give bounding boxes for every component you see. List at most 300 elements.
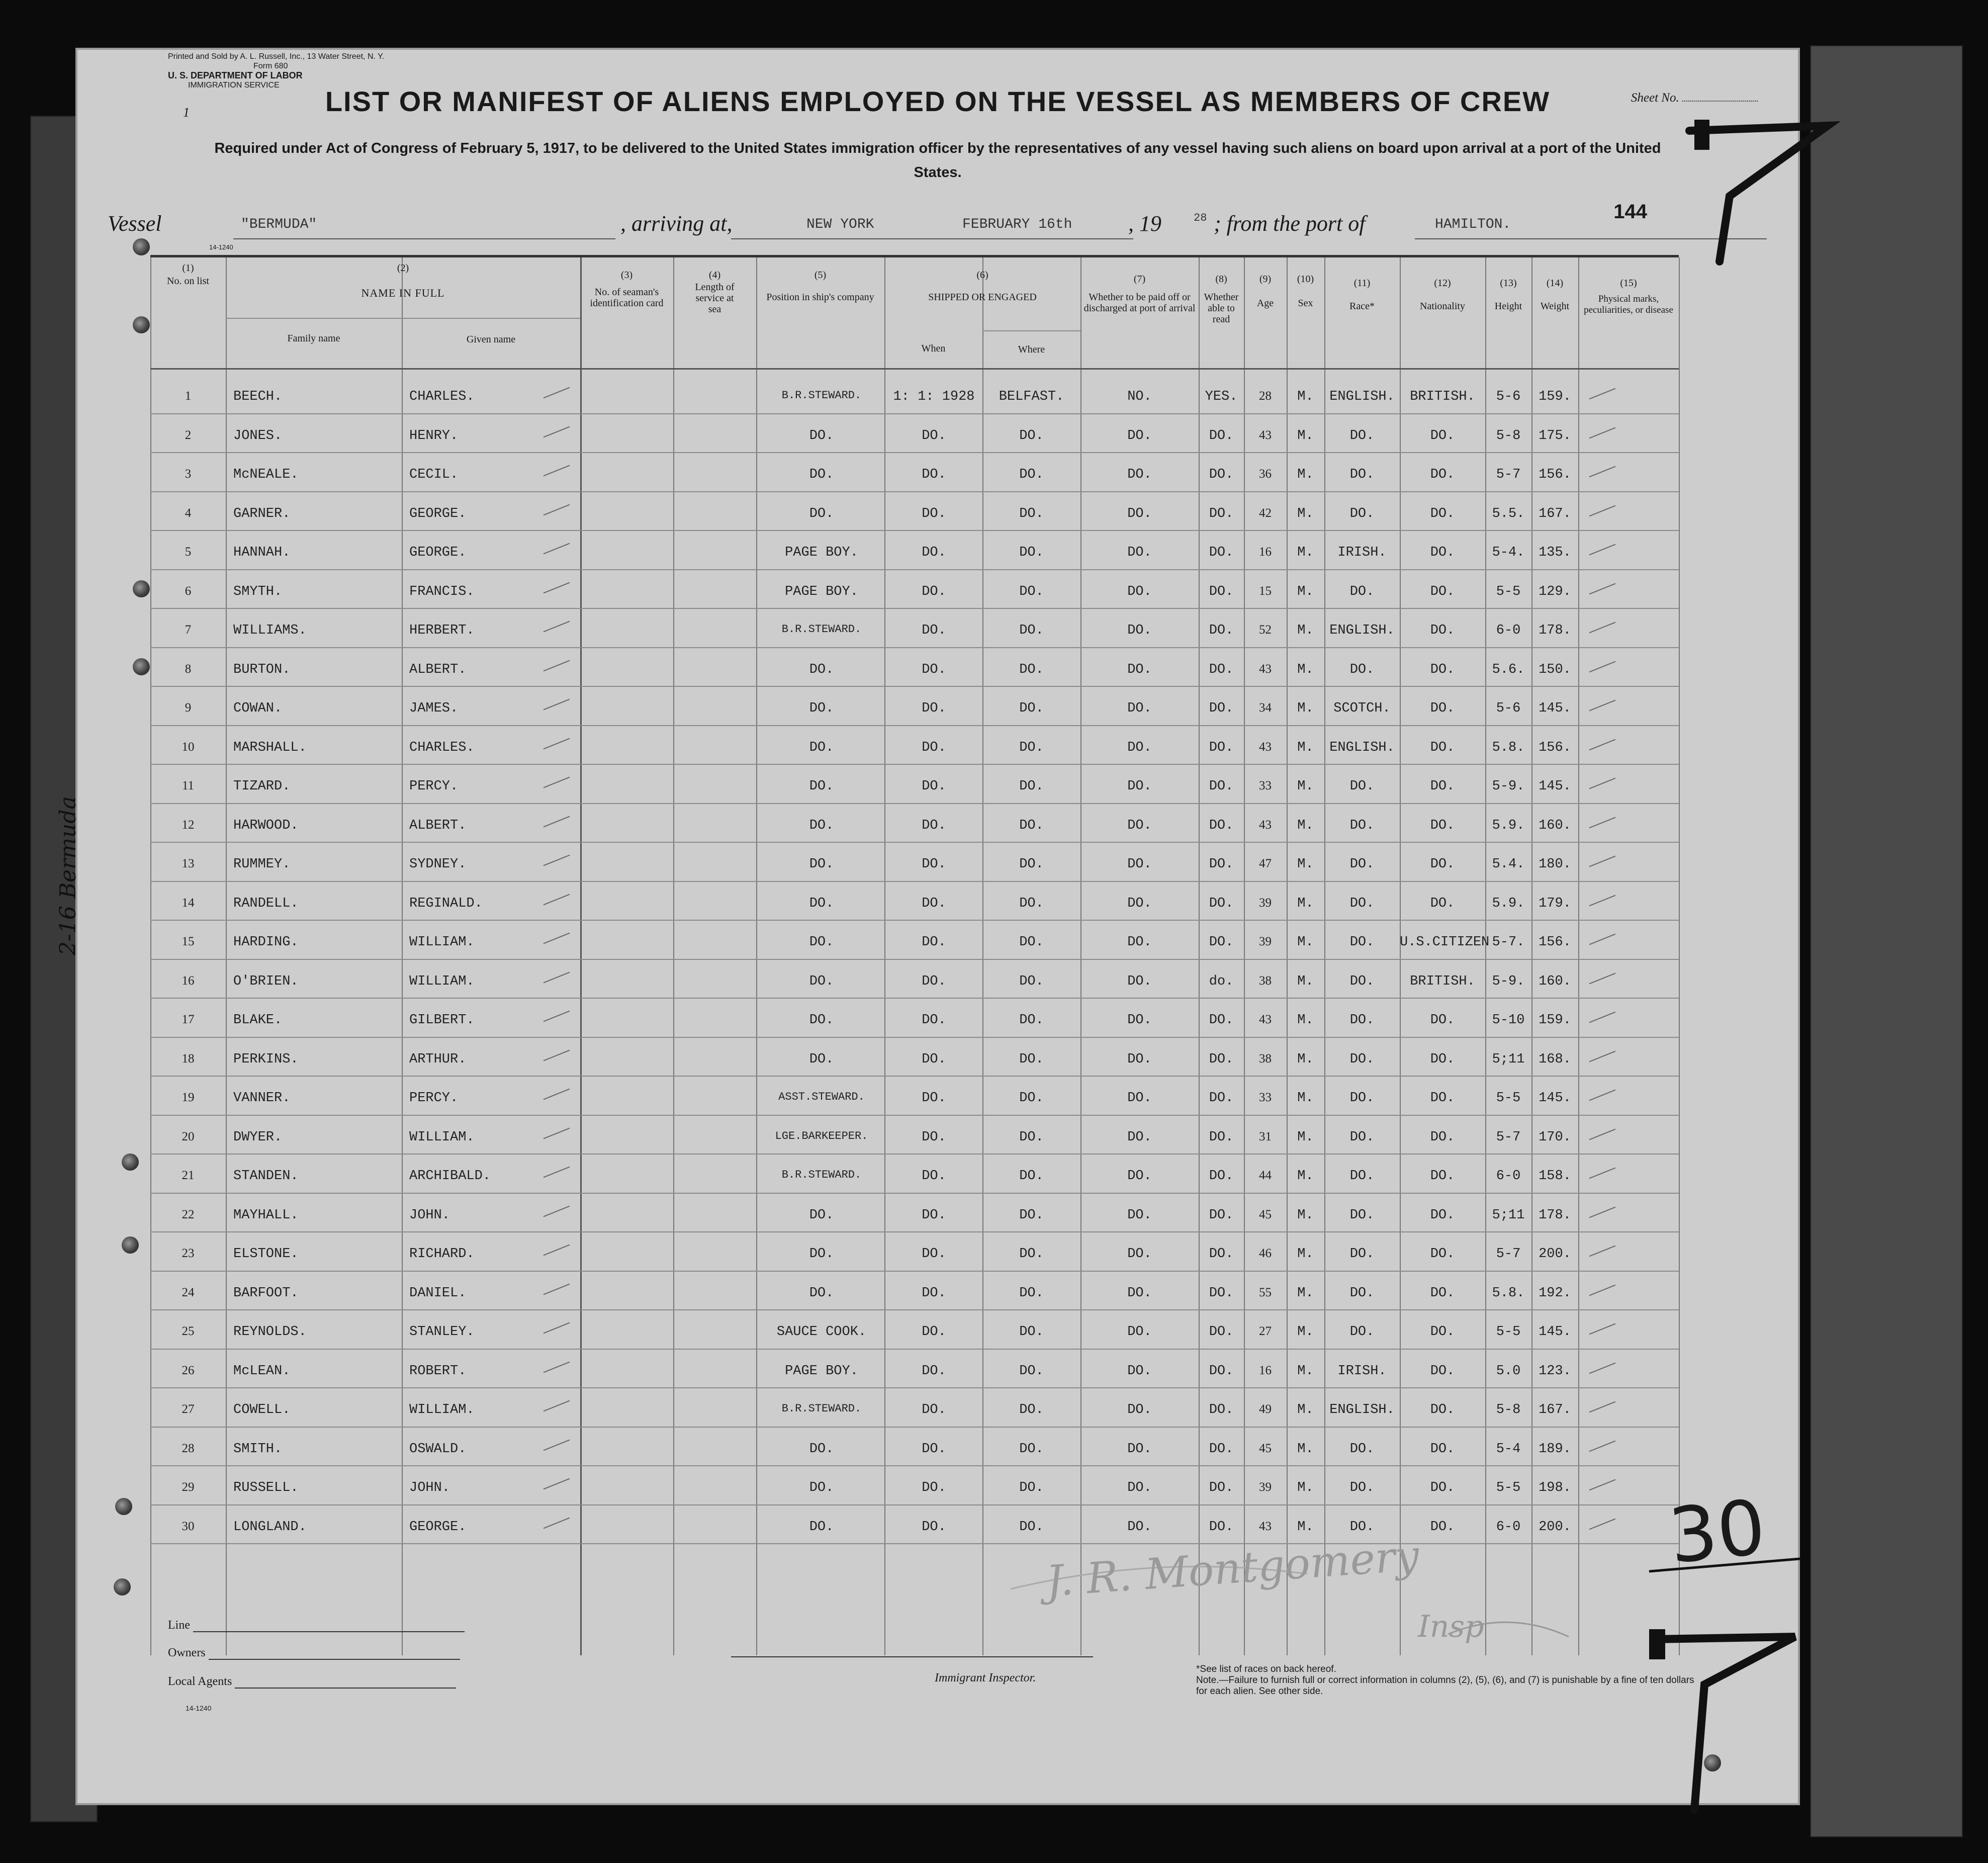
given-name: JAMES. bbox=[409, 701, 459, 716]
position: DO. bbox=[809, 1480, 834, 1495]
race: ENGLISH. bbox=[1329, 389, 1395, 404]
position: DO. bbox=[809, 896, 834, 911]
nationality: DO. bbox=[1430, 1402, 1455, 1417]
given-name: DANIEL. bbox=[409, 1285, 467, 1301]
race: DO. bbox=[1349, 1480, 1375, 1495]
given-name: GILBERT. bbox=[409, 1013, 475, 1028]
position: DO. bbox=[809, 973, 834, 989]
race: DO. bbox=[1349, 662, 1375, 677]
position: SAUCE COOK. bbox=[776, 1324, 867, 1340]
shipped-when: DO. bbox=[922, 896, 946, 911]
col-header-physical: Physical marks, peculiarities, or disease bbox=[1584, 294, 1673, 315]
shipped-when: DO. bbox=[922, 1285, 946, 1301]
nationality: DO. bbox=[1430, 584, 1455, 599]
race: IRISH. bbox=[1337, 1363, 1387, 1379]
position: DO. bbox=[809, 701, 834, 716]
able-to-read: DO. bbox=[1209, 896, 1234, 911]
shipped-where: DO. bbox=[1019, 1441, 1044, 1457]
given-name: SYDNEY. bbox=[409, 857, 467, 872]
able-to-read: DO. bbox=[1209, 1285, 1234, 1301]
paid-off: DO. bbox=[1127, 1441, 1152, 1457]
age: 34 bbox=[1259, 701, 1272, 715]
shipped-when: DO. bbox=[922, 467, 946, 482]
given-name: STANLEY. bbox=[409, 1324, 475, 1340]
race: DO. bbox=[1349, 1285, 1375, 1301]
height: 5-9. bbox=[1492, 973, 1525, 989]
nationality: DO. bbox=[1430, 779, 1455, 794]
height: 5-4. bbox=[1492, 545, 1525, 560]
shipped-where: DO. bbox=[1019, 662, 1044, 677]
able-to-read: DO. bbox=[1209, 1402, 1234, 1417]
nationality: DO. bbox=[1430, 1363, 1455, 1379]
shipped-where: DO. bbox=[1019, 818, 1044, 833]
height: 5-10 bbox=[1492, 1013, 1525, 1028]
shipped-when: DO. bbox=[922, 506, 946, 521]
family-name: HARDING. bbox=[233, 935, 299, 950]
sex: M. bbox=[1297, 467, 1314, 482]
position: DO. bbox=[809, 1013, 834, 1028]
shipped-when: DO. bbox=[922, 1129, 946, 1145]
family-name: PERKINS. bbox=[233, 1051, 299, 1067]
paid-off: DO. bbox=[1127, 896, 1152, 911]
paid-off: DO. bbox=[1127, 701, 1152, 716]
nationality: DO. bbox=[1430, 1129, 1455, 1145]
family-name: BARFOOT. bbox=[233, 1285, 299, 1301]
row-number: 16 bbox=[182, 973, 195, 988]
nationality: DO. bbox=[1430, 467, 1455, 482]
age: 43 bbox=[1259, 662, 1272, 676]
shipped-where: DO. bbox=[1019, 1402, 1044, 1417]
able-to-read: DO. bbox=[1209, 779, 1234, 794]
paid-off: DO. bbox=[1127, 1013, 1152, 1028]
family-name: O'BRIEN. bbox=[233, 973, 299, 989]
col-header-shipped: SHIPPED OR ENGAGED bbox=[928, 292, 1037, 303]
age: 47 bbox=[1259, 857, 1272, 870]
row-number: 9 bbox=[185, 701, 192, 715]
age: 43 bbox=[1259, 1519, 1272, 1533]
able-to-read: DO. bbox=[1209, 1091, 1234, 1106]
sex: M. bbox=[1297, 389, 1314, 404]
handwritten-seven-bottom bbox=[1654, 1637, 1795, 1810]
sex: M. bbox=[1297, 1285, 1314, 1301]
family-name: RUMMEY. bbox=[233, 857, 291, 872]
height: 5-7 bbox=[1496, 1129, 1521, 1145]
weight: 200. bbox=[1539, 1519, 1571, 1535]
paid-off: DO. bbox=[1127, 1363, 1152, 1379]
age: 31 bbox=[1259, 1129, 1272, 1143]
shipped-where: DO. bbox=[1019, 467, 1044, 482]
sex: M. bbox=[1297, 1363, 1314, 1379]
nationality: DO. bbox=[1430, 896, 1455, 911]
age: 45 bbox=[1259, 1441, 1272, 1455]
shipped-when: DO. bbox=[922, 857, 946, 872]
shipped-where: DO. bbox=[1019, 896, 1044, 911]
row-number: 18 bbox=[182, 1051, 195, 1066]
family-name: REYNOLDS. bbox=[233, 1324, 307, 1340]
row-number: 19 bbox=[182, 1091, 195, 1104]
shipped-when: 1: 1: 1928 bbox=[893, 389, 975, 404]
sex: M. bbox=[1297, 896, 1314, 911]
shipped-when: DO. bbox=[922, 1363, 946, 1379]
arriving-port: NEW YORK bbox=[806, 217, 874, 232]
height: 5-4 bbox=[1496, 1441, 1521, 1457]
arriving-label: , arriving at, bbox=[620, 211, 733, 236]
family-name: DWYER. bbox=[233, 1129, 283, 1145]
col-num: (3) bbox=[620, 270, 633, 281]
agents-label: Local Agents bbox=[168, 1675, 232, 1688]
col-num: (1) bbox=[182, 262, 194, 274]
owners-label: Owners bbox=[168, 1646, 206, 1659]
able-to-read: DO. bbox=[1209, 1519, 1234, 1535]
weight: 123. bbox=[1539, 1363, 1571, 1379]
manifest-number: 144 bbox=[1613, 201, 1647, 223]
paid-off: DO. bbox=[1127, 1480, 1152, 1495]
family-name: McNEALE. bbox=[233, 467, 299, 482]
age: 38 bbox=[1259, 1051, 1272, 1066]
nationality: DO. bbox=[1430, 545, 1455, 560]
shipped-when: DO. bbox=[922, 1441, 946, 1457]
paid-off: DO. bbox=[1127, 545, 1152, 560]
sex: M. bbox=[1297, 1169, 1314, 1184]
able-to-read: DO. bbox=[1209, 584, 1234, 599]
col-num: (5) bbox=[814, 270, 827, 281]
shipped-when: DO. bbox=[922, 935, 946, 950]
sex: M. bbox=[1297, 701, 1314, 716]
height: 5-5 bbox=[1496, 1091, 1521, 1106]
weight: 178. bbox=[1539, 623, 1571, 638]
sex: M. bbox=[1297, 1324, 1314, 1340]
sex: M. bbox=[1297, 1441, 1314, 1457]
shipped-when: DO. bbox=[922, 1402, 946, 1417]
height: 5-7. bbox=[1492, 935, 1525, 950]
col-header-height: Height bbox=[1494, 301, 1522, 312]
shipped-when: DO. bbox=[922, 818, 946, 833]
position: DO. bbox=[809, 1247, 834, 1262]
family-name: RANDELL. bbox=[233, 896, 299, 911]
nationality: DO. bbox=[1430, 1519, 1455, 1535]
shipped-where: DO. bbox=[1019, 506, 1044, 521]
form-subtitle: Required under Act of Congress of February 5, 1917, to be delivered to the United States immigration officer by the representatives of any vessel having such aliens on board upon arrival at a port of the United States. bbox=[214, 140, 1661, 181]
sex: M. bbox=[1297, 1013, 1314, 1028]
position: DO. bbox=[809, 467, 834, 482]
sex: M. bbox=[1297, 1402, 1314, 1417]
weight: 198. bbox=[1539, 1480, 1571, 1495]
sex: M. bbox=[1297, 935, 1314, 950]
year-suffix: 28 bbox=[1194, 212, 1207, 224]
col-num: (7) bbox=[1133, 274, 1146, 285]
nationality: DO. bbox=[1430, 818, 1455, 833]
inspector-label: Immigrant Inspector. bbox=[935, 1671, 1036, 1684]
race: ENGLISH. bbox=[1329, 1402, 1395, 1417]
row-number: 6 bbox=[185, 584, 192, 598]
weight: 145. bbox=[1539, 1091, 1571, 1106]
age: 43 bbox=[1259, 818, 1272, 832]
family-name: TIZARD. bbox=[233, 779, 291, 794]
able-to-read: YES. bbox=[1205, 389, 1238, 404]
family-name: SMITH. bbox=[233, 1441, 283, 1457]
height: 6-0 bbox=[1496, 623, 1521, 638]
row-number: 4 bbox=[185, 506, 192, 520]
row-number: 5 bbox=[185, 545, 192, 559]
height: 5.8. bbox=[1492, 740, 1525, 755]
given-name: WILLIAM. bbox=[409, 1402, 475, 1417]
age: 39 bbox=[1259, 896, 1272, 910]
given-name: ROBERT. bbox=[409, 1363, 467, 1379]
sex: M. bbox=[1297, 506, 1314, 521]
paid-off: DO. bbox=[1127, 740, 1152, 755]
col-header-seaman-card: No. of seaman's identification card bbox=[590, 287, 664, 309]
race: DO. bbox=[1349, 428, 1375, 443]
race: DO. bbox=[1349, 467, 1375, 482]
given-name: WILLIAM. bbox=[409, 973, 475, 989]
age: 36 bbox=[1259, 467, 1272, 481]
shipped-when: DO. bbox=[922, 1324, 946, 1340]
sex: M. bbox=[1297, 623, 1314, 638]
age: 16 bbox=[1259, 545, 1272, 559]
height: 5.9. bbox=[1492, 818, 1525, 833]
col-num: (10) bbox=[1297, 274, 1314, 285]
given-name: PERCY. bbox=[409, 1091, 459, 1106]
race: DO. bbox=[1349, 1207, 1375, 1223]
shipped-when: DO. bbox=[922, 428, 946, 443]
row-number: 7 bbox=[185, 623, 192, 637]
row-number: 10 bbox=[182, 740, 195, 754]
shipped-when: DO. bbox=[922, 740, 946, 755]
age: 38 bbox=[1259, 973, 1272, 988]
weight: 168. bbox=[1539, 1051, 1571, 1067]
paid-off: DO. bbox=[1127, 1169, 1152, 1184]
col-header-where: Where bbox=[1018, 344, 1045, 355]
shipped-where: DO. bbox=[1019, 1129, 1044, 1145]
able-to-read: DO. bbox=[1209, 1441, 1234, 1457]
vessel-name: "BERMUDA" bbox=[241, 217, 317, 232]
height: 6-0 bbox=[1496, 1169, 1521, 1184]
paid-off: DO. bbox=[1127, 506, 1152, 521]
sex: M. bbox=[1297, 779, 1314, 794]
race: DO. bbox=[1349, 1519, 1375, 1535]
position: PAGE BOY. bbox=[785, 545, 858, 560]
given-name: RICHARD. bbox=[409, 1247, 475, 1262]
family-name: WILLIAMS. bbox=[233, 623, 307, 638]
able-to-read: do. bbox=[1209, 973, 1234, 989]
sex: M. bbox=[1297, 857, 1314, 872]
nationality: DO. bbox=[1430, 1441, 1455, 1457]
family-name: GARNER. bbox=[233, 506, 291, 521]
shipped-where: DO. bbox=[1019, 1091, 1044, 1106]
shipped-when: DO. bbox=[922, 1091, 946, 1106]
able-to-read: DO. bbox=[1209, 701, 1234, 716]
position: DO. bbox=[809, 428, 834, 443]
paid-off: DO. bbox=[1127, 467, 1152, 482]
shipped-where: DO. bbox=[1019, 857, 1044, 872]
vessel-label: Vessel bbox=[108, 211, 162, 236]
given-name: WILLIAM. bbox=[409, 935, 475, 950]
position: PAGE BOY. bbox=[785, 584, 858, 599]
weight: 178. bbox=[1539, 1207, 1571, 1223]
paid-off: NO. bbox=[1127, 389, 1152, 404]
age: 27 bbox=[1259, 1324, 1272, 1338]
height: 5;11 bbox=[1492, 1051, 1525, 1067]
shipped-when: DO. bbox=[922, 973, 946, 989]
age: 43 bbox=[1259, 1013, 1272, 1026]
weight: 145. bbox=[1539, 701, 1571, 716]
age: 43 bbox=[1259, 740, 1272, 754]
row-number: 30 bbox=[182, 1519, 195, 1533]
arrival-date: FEBRUARY 16th bbox=[962, 217, 1072, 232]
family-name: BURTON. bbox=[233, 662, 291, 677]
family-name: LONGLAND. bbox=[233, 1519, 307, 1535]
able-to-read: DO. bbox=[1209, 428, 1234, 443]
ink-blot bbox=[1649, 1629, 1665, 1659]
col-header-position: Position in ship's company bbox=[766, 292, 874, 303]
paid-off: DO. bbox=[1127, 1247, 1152, 1262]
paid-off: DO. bbox=[1127, 428, 1152, 443]
height: 5;11 bbox=[1492, 1207, 1525, 1223]
weight: 145. bbox=[1539, 1324, 1571, 1340]
paid-off: DO. bbox=[1127, 973, 1152, 989]
race: DO. bbox=[1349, 584, 1375, 599]
given-name: CECIL. bbox=[409, 467, 459, 482]
sex: M. bbox=[1297, 1051, 1314, 1067]
weight: 179. bbox=[1539, 896, 1571, 911]
ink-blot bbox=[1694, 120, 1709, 150]
given-name: JOHN. bbox=[409, 1480, 450, 1495]
row-number: 13 bbox=[182, 857, 195, 870]
position: B.R.STEWARD. bbox=[781, 623, 862, 636]
paid-off: DO. bbox=[1127, 1285, 1152, 1301]
position: LGE.BARKEEPER. bbox=[775, 1129, 868, 1142]
row-number: 22 bbox=[182, 1207, 195, 1221]
nationality: DO. bbox=[1430, 428, 1455, 443]
given-name: GEORGE. bbox=[409, 1519, 467, 1535]
col-header-paid-off: Whether to be paid off or discharged at port of arrival bbox=[1083, 292, 1196, 314]
height: 5-5 bbox=[1496, 1324, 1521, 1340]
age: 46 bbox=[1259, 1247, 1272, 1260]
weight: 156. bbox=[1539, 935, 1571, 950]
sex: M. bbox=[1297, 1207, 1314, 1223]
printer-line: U. S. DEPARTMENT OF LABOR bbox=[168, 70, 303, 80]
weight: 170. bbox=[1539, 1129, 1571, 1145]
shipped-when: DO. bbox=[922, 584, 946, 599]
position: DO. bbox=[809, 506, 834, 521]
shipped-where: DO. bbox=[1019, 1363, 1044, 1379]
sex: M. bbox=[1297, 1247, 1314, 1262]
weight: 129. bbox=[1539, 584, 1571, 599]
age: 55 bbox=[1259, 1285, 1272, 1299]
sex: M. bbox=[1297, 545, 1314, 560]
able-to-read: DO. bbox=[1209, 1207, 1234, 1223]
total-count: 30 bbox=[1665, 1483, 1770, 1581]
row-number: 27 bbox=[182, 1402, 195, 1416]
row-number: 15 bbox=[182, 935, 195, 948]
from-port-label: ; from the port of bbox=[1214, 211, 1366, 236]
shipped-where: DO. bbox=[1019, 428, 1044, 443]
race: DO. bbox=[1349, 1013, 1375, 1028]
height: 5.9. bbox=[1492, 896, 1525, 911]
weight: 180. bbox=[1539, 857, 1571, 872]
height: 5.6. bbox=[1492, 662, 1525, 677]
position: DO. bbox=[809, 662, 834, 677]
able-to-read: DO. bbox=[1209, 857, 1234, 872]
shipped-when: DO. bbox=[922, 1480, 946, 1495]
race: ENGLISH. bbox=[1329, 740, 1395, 755]
height: 5-7 bbox=[1496, 467, 1521, 482]
col-num: (9) bbox=[1259, 274, 1272, 285]
shipped-when: DO. bbox=[922, 545, 946, 560]
given-name: JOHN. bbox=[409, 1207, 450, 1223]
age: 33 bbox=[1259, 779, 1272, 792]
printer-line: IMMIGRATION SERVICE bbox=[188, 81, 280, 90]
nationality: DO. bbox=[1430, 662, 1455, 677]
height: 5.5. bbox=[1492, 506, 1525, 521]
race: DO. bbox=[1349, 857, 1375, 872]
shipped-where: DO. bbox=[1019, 1285, 1044, 1301]
row-number: 17 bbox=[182, 1013, 195, 1026]
sex: M. bbox=[1297, 973, 1314, 989]
shipped-where: DO. bbox=[1019, 1013, 1044, 1028]
col-num: (12) bbox=[1434, 278, 1451, 289]
age: 44 bbox=[1259, 1169, 1272, 1182]
shipped-when: DO. bbox=[922, 1051, 946, 1067]
signature-title: Insp bbox=[1418, 1609, 1484, 1644]
able-to-read: DO. bbox=[1209, 935, 1234, 950]
family-name: JONES. bbox=[233, 428, 283, 443]
family-name: COWELL. bbox=[233, 1402, 291, 1417]
row-number: 23 bbox=[182, 1247, 195, 1260]
given-name: CHARLES. bbox=[409, 740, 475, 755]
shipped-where: DO. bbox=[1019, 1247, 1044, 1262]
row-number: 12 bbox=[182, 818, 195, 832]
col-header-sex: Sex bbox=[1298, 298, 1313, 309]
family-name: MAYHALL. bbox=[233, 1207, 299, 1223]
able-to-read: DO. bbox=[1209, 1324, 1234, 1340]
given-name: WILLIAM. bbox=[409, 1129, 475, 1145]
weight: 145. bbox=[1539, 779, 1571, 794]
row-number: 3 bbox=[185, 467, 192, 481]
shipped-where: DO. bbox=[1019, 545, 1044, 560]
nationality: DO. bbox=[1430, 1285, 1455, 1301]
given-name: CHARLES. bbox=[409, 389, 475, 404]
height: 5-6 bbox=[1496, 389, 1521, 404]
age: 33 bbox=[1259, 1091, 1272, 1104]
sheet-number-label: Sheet No. bbox=[1631, 91, 1679, 105]
handwritten-seven-top bbox=[1689, 126, 1828, 261]
col-header-age: Age bbox=[1256, 298, 1274, 309]
age: 52 bbox=[1259, 623, 1272, 637]
age: 45 bbox=[1259, 1207, 1272, 1221]
row-number: 11 bbox=[182, 779, 195, 792]
given-name: REGINALD. bbox=[409, 896, 483, 911]
race: DO. bbox=[1349, 1324, 1375, 1340]
given-name: ARTHUR. bbox=[409, 1051, 467, 1067]
shipped-where: DO. bbox=[1019, 1051, 1044, 1067]
row-number: 25 bbox=[182, 1324, 195, 1338]
position: DO. bbox=[809, 935, 834, 950]
nationality: DO. bbox=[1430, 1169, 1455, 1184]
position: DO. bbox=[809, 1207, 834, 1223]
paid-off: DO. bbox=[1127, 1091, 1152, 1106]
shipped-where: DO. bbox=[1019, 1207, 1044, 1223]
position: PAGE BOY. bbox=[785, 1363, 858, 1379]
height: 5-7 bbox=[1496, 1247, 1521, 1262]
given-name: GEORGE. bbox=[409, 545, 467, 560]
printer-line: Form 680 bbox=[253, 62, 288, 70]
shipped-when: DO. bbox=[922, 1169, 946, 1184]
weight: 156. bbox=[1539, 740, 1571, 755]
paid-off: DO. bbox=[1127, 1051, 1152, 1067]
family-name: HARWOOD. bbox=[233, 818, 299, 833]
position: B.R.STEWARD. bbox=[781, 1169, 862, 1181]
